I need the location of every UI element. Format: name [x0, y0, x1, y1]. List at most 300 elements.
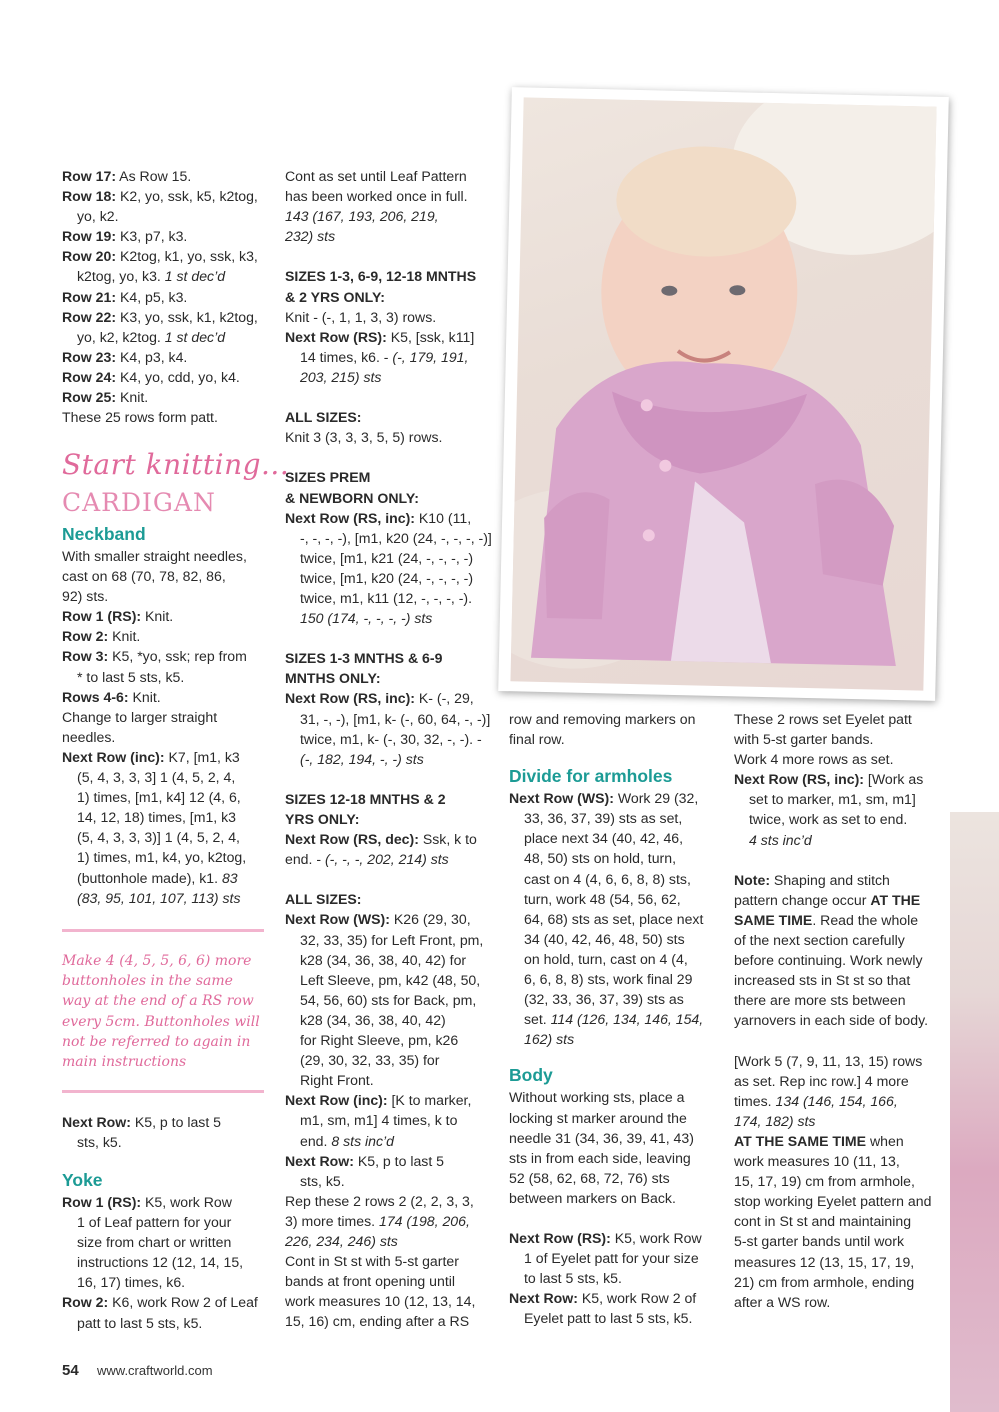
instruction-line [734, 930, 944, 950]
line-text: K2tog, k1, yo, ssk, k3, [116, 248, 258, 265]
line-text: Knit. [116, 389, 149, 406]
line-text: m1, sm, m1] 4 times, k to [300, 1112, 458, 1129]
instruction-line [285, 648, 495, 668]
instruction-line [509, 1168, 724, 1188]
instruction-line [509, 1029, 724, 1049]
instruction-line [62, 287, 272, 307]
instruction-line [285, 789, 495, 809]
instruction-line [509, 869, 724, 889]
instruction-line [62, 347, 272, 367]
line-text: work measures 10 (12, 13, 14, [285, 1293, 476, 1310]
instruction-line [62, 687, 272, 707]
instruction-line [285, 909, 495, 929]
line-text: 16, 17) times, k6. [77, 1274, 186, 1291]
line-text: Work 29 (32, [613, 790, 699, 807]
instruction-line [509, 889, 724, 909]
body-heading: Body [509, 1065, 553, 1086]
instruction-line [62, 1112, 272, 1132]
instruction-line [62, 307, 272, 327]
line-text: when [866, 1132, 904, 1149]
paragraph-gap [285, 447, 495, 467]
line-text: K26 (29, 30, [389, 911, 471, 928]
line-text: instructions 12 (12, 14, 15, [77, 1254, 244, 1271]
paragraph-gap [285, 246, 495, 266]
bold-label: Next Row (RS, inc): [734, 771, 864, 788]
instruction-line [285, 1191, 495, 1211]
line-text: (5, 4, 3, 3, 3] 1 (4, 5, 2, 4, [77, 769, 236, 786]
instruction-line [509, 929, 724, 949]
instruction-line [62, 787, 272, 807]
instruction-line [509, 1288, 724, 1308]
instruction-line [285, 226, 495, 246]
line-text: 31, -, -), [m1, k- (-, 60, 64, -, -)] [300, 710, 491, 727]
instruction-line [285, 467, 495, 487]
line-text: Rep these 2 rows 2 (2, 2, 3, 3, [285, 1192, 474, 1209]
bold-label: Row 20: [62, 248, 117, 265]
instruction-line [62, 1292, 272, 1312]
bold-label: Row 1 (RS): [62, 608, 142, 625]
instruction-line [62, 807, 272, 827]
line-text: 1 of Leaf pattern for your [77, 1214, 232, 1231]
line-text: yo, k2, k2tog. [77, 328, 165, 345]
instruction-line [285, 709, 495, 729]
instruction-line [734, 970, 944, 990]
line-text: end. - [285, 851, 325, 868]
line-text: K5, *yo, ssk; rep from [108, 648, 247, 665]
instruction-line [62, 166, 272, 186]
line-text: -, -, -, -), [m1, k20 (24, -, -, -, -)] [300, 529, 492, 546]
line-text: 14, 12, 18) times, [m1, k3 [77, 809, 237, 826]
instruction-line [285, 1131, 495, 1151]
line-text: K4, p5, k3. [116, 288, 188, 305]
instruction-line [62, 1132, 272, 1152]
neckband-section [62, 524, 272, 908]
line-text: between markers on Back. [509, 1189, 676, 1206]
neckband-instructions [62, 546, 272, 908]
bold-label: Next Row (RS, dec): [285, 831, 419, 848]
column-4-instructions [734, 709, 944, 1312]
bold-label: Next Row (RS): [285, 328, 387, 345]
divide-armholes-heading: Divide for armholes [509, 766, 673, 787]
bold-label: Next Row (inc): [285, 1092, 388, 1109]
line-text: needle 31 (34, 36, 39, 41, 43) [509, 1129, 694, 1146]
instruction-line [285, 1030, 495, 1050]
line-text: end. [300, 1132, 332, 1149]
bold-label: Next Row: [509, 1290, 578, 1307]
instruction-line [509, 1009, 724, 1029]
line-text: Shaping and stitch [770, 871, 890, 888]
instruction-line [285, 970, 495, 990]
line-text: 3) more times. [285, 1212, 379, 1229]
line-text: twice, [m1, k20 (24, -, -, -, -) [300, 569, 474, 586]
instruction-line [285, 1070, 495, 1090]
line-text: Work 4 more rows as set. [734, 751, 894, 768]
paragraph-gap [285, 387, 495, 407]
baby-cardigan-photo-frame [498, 87, 949, 701]
stitch-count: (-, 179, 191, [392, 348, 469, 365]
instruction-line [509, 949, 724, 969]
stitch-count: 114 (126, 134, 146, 154, [550, 1011, 704, 1028]
line-text: 21) cm from armhole, ending [734, 1273, 915, 1290]
line-text: twice, [m1, k21 (24, -, -, -, -) [300, 549, 474, 566]
paragraph-gap [734, 850, 944, 870]
instruction-line [734, 1191, 944, 1211]
instruction-line [62, 407, 272, 427]
instruction-line [62, 646, 272, 666]
instruction-line [509, 1128, 724, 1148]
stitch-count: 232) sts [285, 228, 336, 245]
bold-label: Row 19: [62, 228, 117, 245]
instruction-line [62, 206, 272, 226]
stitch-count: 83 [221, 869, 238, 886]
instruction-line [285, 1231, 495, 1251]
line-text: * to last 5 sts, k5. [77, 668, 185, 685]
armholes-instructions [509, 788, 724, 1049]
line-text: 48, 50) sts on hold, turn, [524, 850, 676, 867]
instruction-line [285, 990, 495, 1010]
instruction-line [62, 186, 272, 206]
bold-label: ALL SIZES: [285, 409, 362, 426]
instruction-line [62, 246, 272, 266]
line-text: 32, 33, 35) for Left Front, pm, [300, 931, 484, 948]
buttonhole-callout [62, 929, 264, 1093]
stitch-count: (-, -, -, 202, 214) sts [324, 851, 449, 868]
line-text: before continuing. Work newly [734, 952, 923, 969]
baby-cardigan-photo [510, 97, 936, 690]
column-1 [62, 166, 272, 427]
instruction-line [734, 1292, 944, 1312]
bold-label: Next Row (RS, inc): [285, 509, 415, 526]
instruction-line [285, 749, 495, 769]
instruction-line [285, 407, 495, 427]
bold-label: Next Row (RS, inc): [285, 690, 415, 707]
line-text: turn, work 48 (54, 56, 62, [524, 890, 681, 907]
stitch-count: 203, 215) sts [300, 368, 382, 385]
instruction-line [62, 667, 272, 687]
line-text: 1 of Eyelet patt for your size [524, 1250, 699, 1267]
instruction-line [509, 808, 724, 828]
bold-label: SIZES PREM [285, 469, 371, 486]
instruction-line [285, 1211, 495, 1231]
column-3-intro [509, 709, 724, 749]
line-text: K5, work Row [610, 1230, 702, 1247]
stitch-count: (83, 95, 101, 107, 113) sts [77, 889, 241, 906]
line-text: K5, work Row 2 of [577, 1290, 697, 1307]
line-text: 6, 6, 8, 8) sts, work final 29 [524, 971, 693, 988]
line-text: Left Sleeve, pm, k42 (48, 50, [300, 971, 481, 988]
instruction-line [62, 868, 272, 888]
instruction-line [734, 1252, 944, 1272]
line-text: These 25 rows form patt. [62, 409, 218, 426]
instruction-line [285, 347, 495, 367]
line-text: as set. Rep inc row.] 4 more [734, 1072, 909, 1089]
instruction-line [734, 950, 944, 970]
instruction-line [734, 769, 944, 789]
instruction-line [285, 166, 495, 186]
instruction-line [285, 668, 495, 688]
instruction-line [734, 1211, 944, 1231]
line-text: K5, p to last 5 [353, 1152, 445, 1169]
bold-label: Row 21: [62, 288, 117, 305]
stitch-count: 150 (174, -, -, -, -) sts [300, 610, 433, 627]
line-text: [Work 5 (7, 9, 11, 13, 15) rows [734, 1052, 923, 1069]
stitch-count: 174, 182) sts [734, 1112, 816, 1129]
line-text: with 5-st garter bands. [734, 731, 874, 748]
bold-label: Next Row (inc): [62, 748, 165, 765]
instruction-line [62, 767, 272, 787]
line-text: on hold, turn, cast on 4 (4, [524, 950, 688, 967]
instruction-line [285, 829, 495, 849]
body-instructions [509, 1087, 724, 1328]
instruction-line [285, 1090, 495, 1110]
line-text: set to marker, m1, sm, m1] [749, 791, 916, 808]
bold-label: Row 3: [62, 648, 109, 665]
instruction-line [509, 848, 724, 868]
instruction-line [285, 186, 495, 206]
page-number: 54 [62, 1362, 79, 1379]
line-text: twice, m1, k- (-, 30, 32, -, -). - [300, 730, 482, 747]
stitch-count: (-, 182, 194, -, -) sts [300, 750, 424, 767]
instruction-line [62, 266, 272, 286]
instruction-line [285, 1291, 495, 1311]
yoke-instructions [62, 1192, 272, 1333]
instruction-line [62, 1212, 272, 1232]
line-text: to last 5 sts, k5. [524, 1270, 622, 1287]
line-text: increased sts in St st so that [734, 972, 911, 989]
instruction-line [285, 206, 495, 226]
bold-label: & 2 YRS ONLY: [285, 288, 385, 305]
instruction-line [734, 809, 944, 829]
line-text: Knit 3 (3, 3, 3, 5, 5) rows. [285, 429, 443, 446]
bold-label: Next Row (RS): [509, 1230, 611, 1247]
instruction-line [734, 729, 944, 749]
bold-label: Next Row (WS): [285, 911, 390, 928]
line-text: K5, p to last 5 [130, 1114, 222, 1130]
line-text: 1) times, m1, k4, yo, k2tog, [77, 849, 247, 866]
line-text: As Row 15. [116, 168, 192, 184]
instruction-line [285, 1171, 495, 1191]
line-text: 92) sts. [62, 588, 109, 605]
line-text: 1) times, [m1, k4] 12 (4, 6, [77, 789, 241, 806]
neckband-heading: Neckband [62, 524, 146, 544]
instruction-line [734, 910, 944, 930]
instruction-line [285, 287, 495, 307]
bold-label: Row 2: [62, 628, 109, 645]
instruction-line [734, 1272, 944, 1292]
instruction-line [285, 568, 495, 588]
instruction-line [285, 427, 495, 447]
stitch-count: 143 (167, 193, 206, 219, [285, 208, 439, 225]
baby-photo-illustration [510, 97, 936, 690]
line-text: work measures 10 (11, 13, [734, 1153, 900, 1170]
yoke-heading: Yoke [62, 1170, 103, 1190]
instruction-line [62, 1272, 272, 1292]
line-text: 14 times, k6. - [300, 348, 393, 365]
line-text: twice, m1, k11 (12, -, -, -, -). [300, 589, 473, 606]
instruction-line [62, 226, 272, 246]
bold-label: SIZES 1-3 MNTHS & 6-9 [285, 650, 443, 667]
instruction-line [62, 747, 272, 767]
stitch-count: 226, 234, 246) sts [285, 1232, 398, 1249]
bold-label: Row 24: [62, 368, 117, 385]
line-text: k28 (34, 36, 38, 40, 42) for [300, 951, 467, 968]
footer-url: www.craftworld.com [97, 1363, 213, 1378]
cardigan-title: CARDIGAN [62, 488, 216, 517]
stitch-count: 1 st dec’d [164, 268, 226, 285]
column-2 [285, 166, 495, 1331]
stitch-count: 8 sts inc’d [331, 1132, 395, 1149]
line-text: K- (-, 29, [414, 690, 474, 707]
line-text: Knit. [128, 688, 161, 705]
line-text: K6, work Row 2 of Leaf [108, 1294, 258, 1311]
line-text: of the next section carefully [734, 932, 905, 949]
line-text: [K to marker, [387, 1092, 472, 1109]
after-callout-instructions [62, 1112, 272, 1152]
instruction-line [734, 890, 944, 910]
line-text: (5, 4, 3, 3, 3)] 1 (4, 5, 2, 4, [77, 829, 240, 846]
instruction-line [62, 566, 272, 586]
instruction-line [509, 709, 724, 729]
line-text: final row. [509, 731, 565, 748]
line-text: These 2 rows set Eyelet patt [734, 711, 912, 727]
side-photo-edge [950, 812, 999, 1412]
instruction-line [285, 729, 495, 749]
line-text: Ssk, k to [418, 831, 477, 848]
line-text: K3, yo, ssk, k1, k2tog, [116, 308, 258, 325]
paragraph-gap [509, 1208, 724, 1228]
line-text: k2tog, yo, k3. [77, 268, 165, 285]
bold-label: SIZES 1-3, 6-9, 12-18 MNTHS [285, 268, 477, 285]
instruction-line [734, 1171, 944, 1191]
bold-label: Next Row: [285, 1152, 354, 1169]
instruction-line [285, 488, 495, 508]
line-text: . Read the whole [812, 911, 919, 928]
instruction-line [509, 788, 724, 808]
instruction-line [509, 729, 724, 749]
line-text: 15, 17, 19) cm from armhole, [734, 1173, 915, 1190]
line-text: times. [734, 1092, 776, 1109]
line-text: k28 (34, 36, 38, 40, 42) [300, 1011, 446, 1028]
instruction-line [285, 307, 495, 327]
instruction-line [285, 1050, 495, 1070]
line-text: has been worked once in full. [285, 188, 468, 205]
line-text: K7, [m1, k3 [164, 748, 240, 765]
instruction-line [285, 1010, 495, 1030]
line-text: K5, [ssk, k11] [386, 328, 475, 345]
line-text: after a WS row. [734, 1293, 831, 1310]
instruction-line [734, 789, 944, 809]
column-4 [734, 709, 944, 1312]
line-text: 15, 16) cm, ending after a RS [285, 1313, 470, 1330]
instruction-line [285, 1251, 495, 1271]
line-text: Knit. [108, 628, 141, 645]
instruction-line [734, 1010, 944, 1030]
line-text: 64, 68) sts as set, place next [524, 910, 704, 927]
line-text: 5-st garter bands until work [734, 1233, 904, 1250]
bold-label: & NEWBORN ONLY: [285, 489, 419, 506]
line-text: 34 (40, 42, 46, 48, 50) sts [524, 930, 685, 947]
instruction-line [285, 849, 495, 869]
instruction-line [285, 528, 495, 548]
stitch-count: 174 (198, 206, [378, 1212, 470, 1229]
instruction-line [509, 1087, 724, 1107]
stitch-count: 134 (146, 154, 166, [775, 1092, 898, 1109]
instruction-line [734, 990, 944, 1010]
instruction-line [285, 950, 495, 970]
instruction-line [285, 266, 495, 286]
line-text: 54, 56, 60) sts for Back, pm, [300, 991, 477, 1008]
instruction-line [509, 909, 724, 929]
paragraph-gap [285, 869, 495, 889]
bold-label: Row 2: [62, 1294, 109, 1311]
line-text: Right Front. [300, 1072, 374, 1089]
bold-label: ALL SIZES: [285, 891, 362, 908]
stitch-count: 162) sts [524, 1031, 575, 1048]
line-text: cast on 68 (70, 78, 82, 86, [62, 568, 226, 585]
instruction-line [62, 888, 272, 908]
after-callout-section [62, 1112, 272, 1152]
instruction-line [62, 1252, 272, 1272]
leaf-pattern-rows [62, 166, 272, 427]
bold-label: MNTHS ONLY: [285, 670, 381, 687]
bold-label: Row 17: [62, 168, 117, 184]
line-text: K5, work Row [141, 1194, 232, 1210]
instruction-line [509, 1268, 724, 1288]
instruction-line [285, 608, 495, 628]
line-text: K3, p7, k3. [116, 228, 188, 245]
stitch-count: 4 sts inc’d [749, 831, 812, 848]
instruction-line [62, 1313, 272, 1333]
line-text: Cont as set until Leaf Pattern [285, 168, 467, 184]
instruction-line [734, 1131, 944, 1151]
line-text: needles. [62, 728, 116, 745]
bold-label: Row 18: [62, 188, 117, 205]
instruction-line [285, 1311, 495, 1331]
line-text: K4, yo, cdd, yo, k4. [116, 368, 240, 385]
instruction-line [285, 1271, 495, 1291]
instruction-line [285, 548, 495, 568]
line-text: (buttonhole made), k1. [77, 869, 222, 886]
yoke-section [62, 1170, 272, 1333]
instruction-line [509, 1308, 724, 1328]
line-text: yarnovers in each side of body. [734, 1012, 929, 1029]
instruction-line [62, 1192, 272, 1212]
column-3 [509, 709, 724, 1329]
line-text: cast on 4 (4, 6, 6, 8, 8) sts, [524, 870, 691, 887]
line-text: bands at front opening until [285, 1273, 456, 1290]
instruction-line [734, 1091, 944, 1111]
instruction-line [509, 969, 724, 989]
bold-label: Rows 4-6: [62, 688, 129, 705]
line-text: measures 12 (13, 15, 17, 19, [734, 1253, 915, 1270]
bold-label: AT THE SAME TIME [734, 1132, 867, 1149]
line-text: set. [524, 1011, 551, 1028]
line-text: cont in St st and maintaining [734, 1213, 912, 1230]
paragraph-gap [285, 769, 495, 789]
line-text: locking st marker around the [509, 1109, 687, 1126]
instruction-line [734, 1051, 944, 1071]
instruction-line [285, 809, 495, 829]
line-text: pattern change occur [734, 891, 871, 908]
line-text: With smaller straight needles, [62, 548, 247, 564]
line-text: stop working Eyelet pattern and [734, 1193, 932, 1210]
line-text: (32, 33, 36, 37, 39) sts as [524, 991, 684, 1008]
line-text: patt to last 5 sts, k5. [77, 1314, 203, 1331]
paragraph-gap [285, 628, 495, 648]
bold-label: SIZES 12-18 MNTHS & 2 [285, 790, 446, 807]
bold-label: Next Row (WS): [509, 790, 614, 807]
callout-text: Make 4 (4, 5, 5, 6, 6) more buttonholes in the same way at the end of a RS row every 5cm. Buttonholes will not be referred to again in main instructions [62, 953, 260, 1071]
